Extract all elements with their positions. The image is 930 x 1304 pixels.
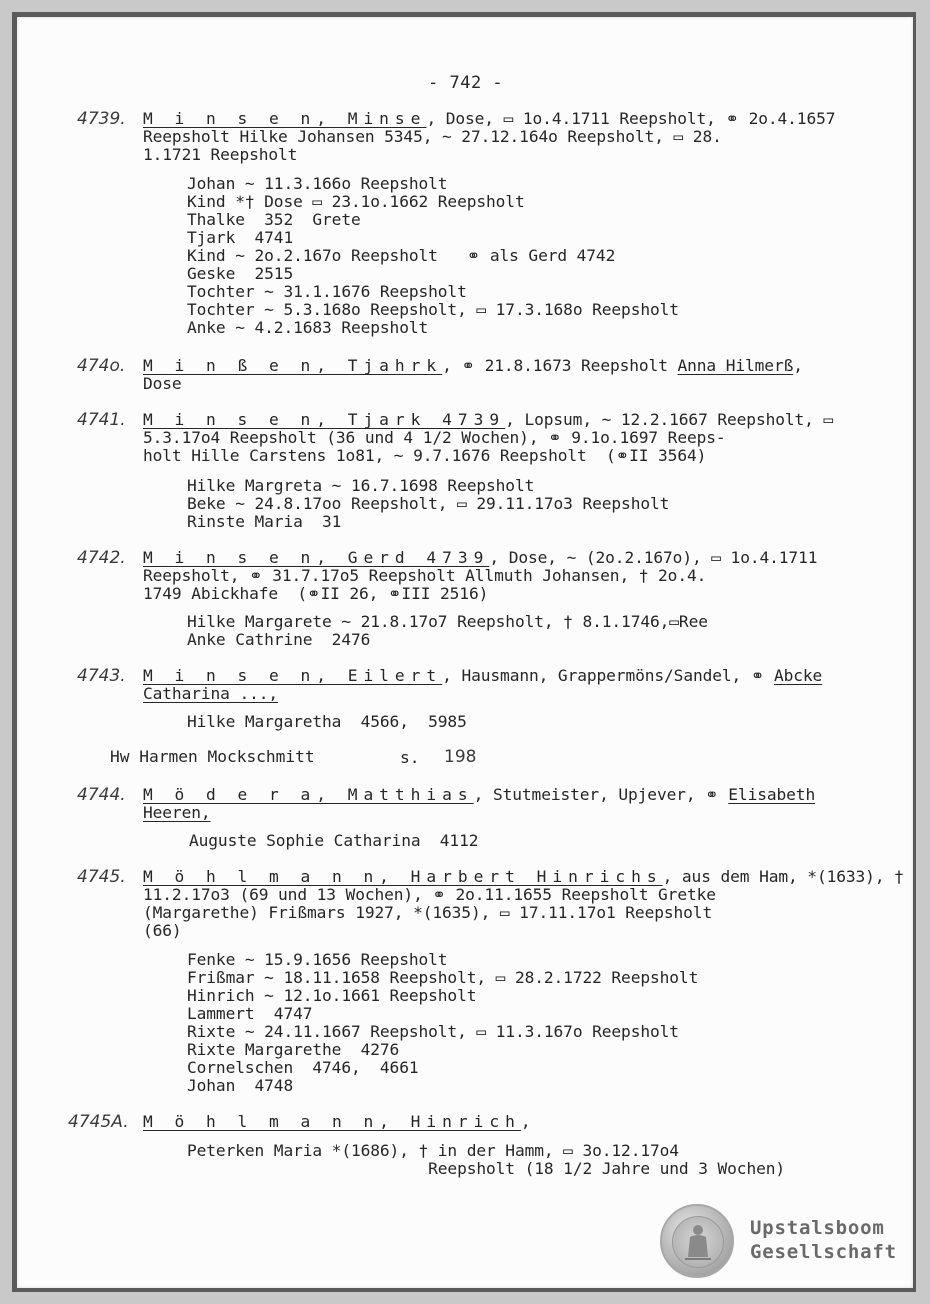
entry-head-rest: , aus dem Ham, *(1633), † bbox=[662, 867, 904, 886]
entry-spouse: Abcke bbox=[773, 666, 823, 685]
child-line: Cornelschen 4746, 4661 bbox=[187, 1058, 419, 1077]
entry-name: M i n s e n, Tjark 4739 bbox=[143, 410, 506, 429]
child-line: Thalke 352 Grete bbox=[187, 210, 361, 229]
entry-line: Reepsholt Hilke Johansen 5345, ~ 27.12.164o Reepsholt, ▭ 28. bbox=[143, 127, 722, 146]
entry-number: 4739. bbox=[77, 109, 126, 129]
entry-head bbox=[143, 786, 815, 804]
entry-head-rest: , ⚭ 21.8.1673 Reepsholt bbox=[442, 356, 678, 375]
page-number: - 742 - bbox=[428, 73, 504, 93]
child-line: Reepsholt (18 1/2 Jahre und 3 Wochen) bbox=[187, 1159, 786, 1178]
entry-number: 4745A. bbox=[68, 1112, 129, 1132]
hw-note-ref: s. bbox=[400, 748, 420, 767]
child-line: Tochter ~ 5.3.168o Reepsholt, ▭ 17.3.168o Reepsholt bbox=[187, 300, 679, 319]
child-line: Tochter ~ 31.1.1676 Reepsholt bbox=[187, 282, 467, 301]
entry-line: Heeren, bbox=[143, 803, 211, 822]
entry-name: M ö h l m a n n, Hinrich bbox=[143, 1112, 521, 1131]
child-line: Johan ~ 11.3.166o Reepsholt bbox=[187, 174, 448, 193]
entry-line: (66) bbox=[143, 921, 182, 940]
entry-number: 4742. bbox=[77, 548, 126, 568]
child-line: Kind *† Dose ▭ 23.1o.1662 Reepsholt bbox=[187, 192, 525, 211]
entry-line: Catharina ..., bbox=[143, 684, 279, 703]
entry-line: 5.3.17o4 Reepsholt (36 und 4 1/2 Wochen), ⚭ 9.1o.1697 Reeps- bbox=[143, 428, 726, 447]
hw-note-label: Hw Harmen Mockschmitt bbox=[110, 747, 315, 766]
child-line: Rixte ~ 24.11.1667 Reepsholt, ▭ 11.3.167o Reepsholt bbox=[187, 1022, 679, 1041]
entry-head-rest: , Stutmeister, Upjever, ⚭ bbox=[473, 785, 729, 804]
hw-note-number: 198 bbox=[444, 747, 477, 767]
child-line: Tjark 4741 bbox=[187, 228, 294, 247]
entry-head-rest: , Dose, ~ (2o.2.167o), ▭ 1o.4.1711 bbox=[489, 548, 818, 567]
child-line: Rinste Maria 31 bbox=[187, 512, 342, 531]
entry-head-rest: , Hausmann, Grappermöns/Sandel, ⚭ bbox=[442, 666, 774, 685]
entry-spouse: Elisabeth bbox=[728, 785, 816, 804]
entry-head bbox=[143, 667, 822, 685]
entry-line: Reepsholt, ⚭ 31.7.17o5 Reepsholt Allmuth Johansen, † 2o.4. bbox=[143, 566, 707, 585]
entry-line: 1.1721 Reepsholt bbox=[143, 145, 298, 164]
child-line: Lammert 4747 bbox=[187, 1004, 313, 1023]
entry-head-rest: , bbox=[520, 1112, 531, 1131]
child-line: Hilke Margaretha 4566, 5985 bbox=[187, 712, 467, 731]
child-line: Geske 2515 bbox=[187, 264, 294, 283]
society-name bbox=[750, 1216, 897, 1264]
entry-spouse: Anna Hilmerß bbox=[677, 356, 794, 375]
entry-number: 4744. bbox=[77, 785, 126, 805]
entry-number: 474o. bbox=[77, 356, 126, 376]
entry-head bbox=[143, 1113, 531, 1131]
entry-number: 4743. bbox=[77, 666, 126, 686]
child-line: Frißmar ~ 18.11.1658 Reepsholt, ▭ 28.2.1722 Reepsholt bbox=[187, 968, 699, 987]
child-line: Rixte Margarethe 4276 bbox=[187, 1040, 400, 1059]
entry-number: 4741. bbox=[77, 410, 126, 430]
child-line: Auguste Sophie Catharina 4112 bbox=[189, 831, 479, 850]
entry-head-rest: , Dose, ▭ 1o.4.1711 Reepsholt, ⚭ 2o.4.1657 bbox=[426, 109, 836, 128]
entry-name: M i n ß e n, Tjahrk bbox=[143, 356, 443, 375]
child-line: Peterken Maria *(1686), † in der Hamm, ▭ 3o.12.17o4 bbox=[187, 1141, 679, 1160]
entry-head bbox=[143, 357, 803, 375]
child-line: Hilke Margreta ~ 16.7.1698 Reepsholt bbox=[187, 476, 535, 495]
society-seal-icon bbox=[660, 1204, 734, 1278]
entry-head-end: , bbox=[793, 356, 803, 375]
child-line: Kind ~ 2o.2.167o Reepsholt ⚭ als Gerd 4742 bbox=[187, 246, 616, 265]
seal-inner bbox=[672, 1216, 724, 1268]
entry-line: 1749 Abickhafe (⚭II 26, ⚭III 2516) bbox=[143, 584, 489, 603]
entry-name: M i n s e n, Gerd 4739 bbox=[143, 548, 490, 567]
entry-line: 11.2.17o3 (69 und 13 Wochen), ⚭ 2o.11.1655 Reepsholt Gretke bbox=[143, 885, 716, 904]
child-line: Hinrich ~ 12.1o.1661 Reepsholt bbox=[187, 986, 477, 1005]
child-line: Hilke Margarete ~ 21.8.17o7 Reepsholt, † 8.1.1746,▭Ree bbox=[187, 612, 708, 631]
child-line: Anke Cathrine 2476 bbox=[187, 630, 371, 649]
entry-line: Dose bbox=[143, 374, 182, 393]
entry-name: M i n s e n, Minse bbox=[143, 109, 427, 128]
entry-name: M i n s e n, Eilert bbox=[143, 666, 443, 685]
entry-name: M ö h l m a n n, Harbert Hinrichs bbox=[143, 867, 663, 886]
entry-head-rest: , Lopsum, ~ 12.2.1667 Reepsholt, ▭ bbox=[505, 410, 834, 429]
entry-name: M ö d e r a, Matthias bbox=[143, 785, 474, 804]
entry-head bbox=[143, 868, 904, 886]
entry-head bbox=[143, 110, 835, 128]
child-line: Anke ~ 4.2.1683 Reepsholt bbox=[187, 318, 429, 337]
entry-line: holt Hille Carstens 1o81, ~ 9.7.1676 Reepsholt (⚭II 3564) bbox=[143, 446, 707, 465]
entry-line: (Margarethe) Frißmars 1927, *(1635), ▭ 17.11.17o1 Reepsholt bbox=[143, 903, 713, 922]
entry-head bbox=[143, 549, 817, 567]
society-name-line1: Upstalsboom bbox=[750, 1217, 885, 1239]
entry-number: 4745. bbox=[77, 867, 126, 887]
child-line: Johan 4748 bbox=[187, 1076, 294, 1095]
child-line: Beke ~ 24.8.17oo Reepsholt, ▭ 29.11.17o3 Reepsholt bbox=[187, 494, 670, 513]
child-line: Fenke ~ 15.9.1656 Reepsholt bbox=[187, 950, 448, 969]
society-name-line2: Gesellschaft bbox=[750, 1241, 897, 1263]
entry-head bbox=[143, 411, 833, 429]
seal-figure-icon bbox=[673, 1217, 723, 1267]
